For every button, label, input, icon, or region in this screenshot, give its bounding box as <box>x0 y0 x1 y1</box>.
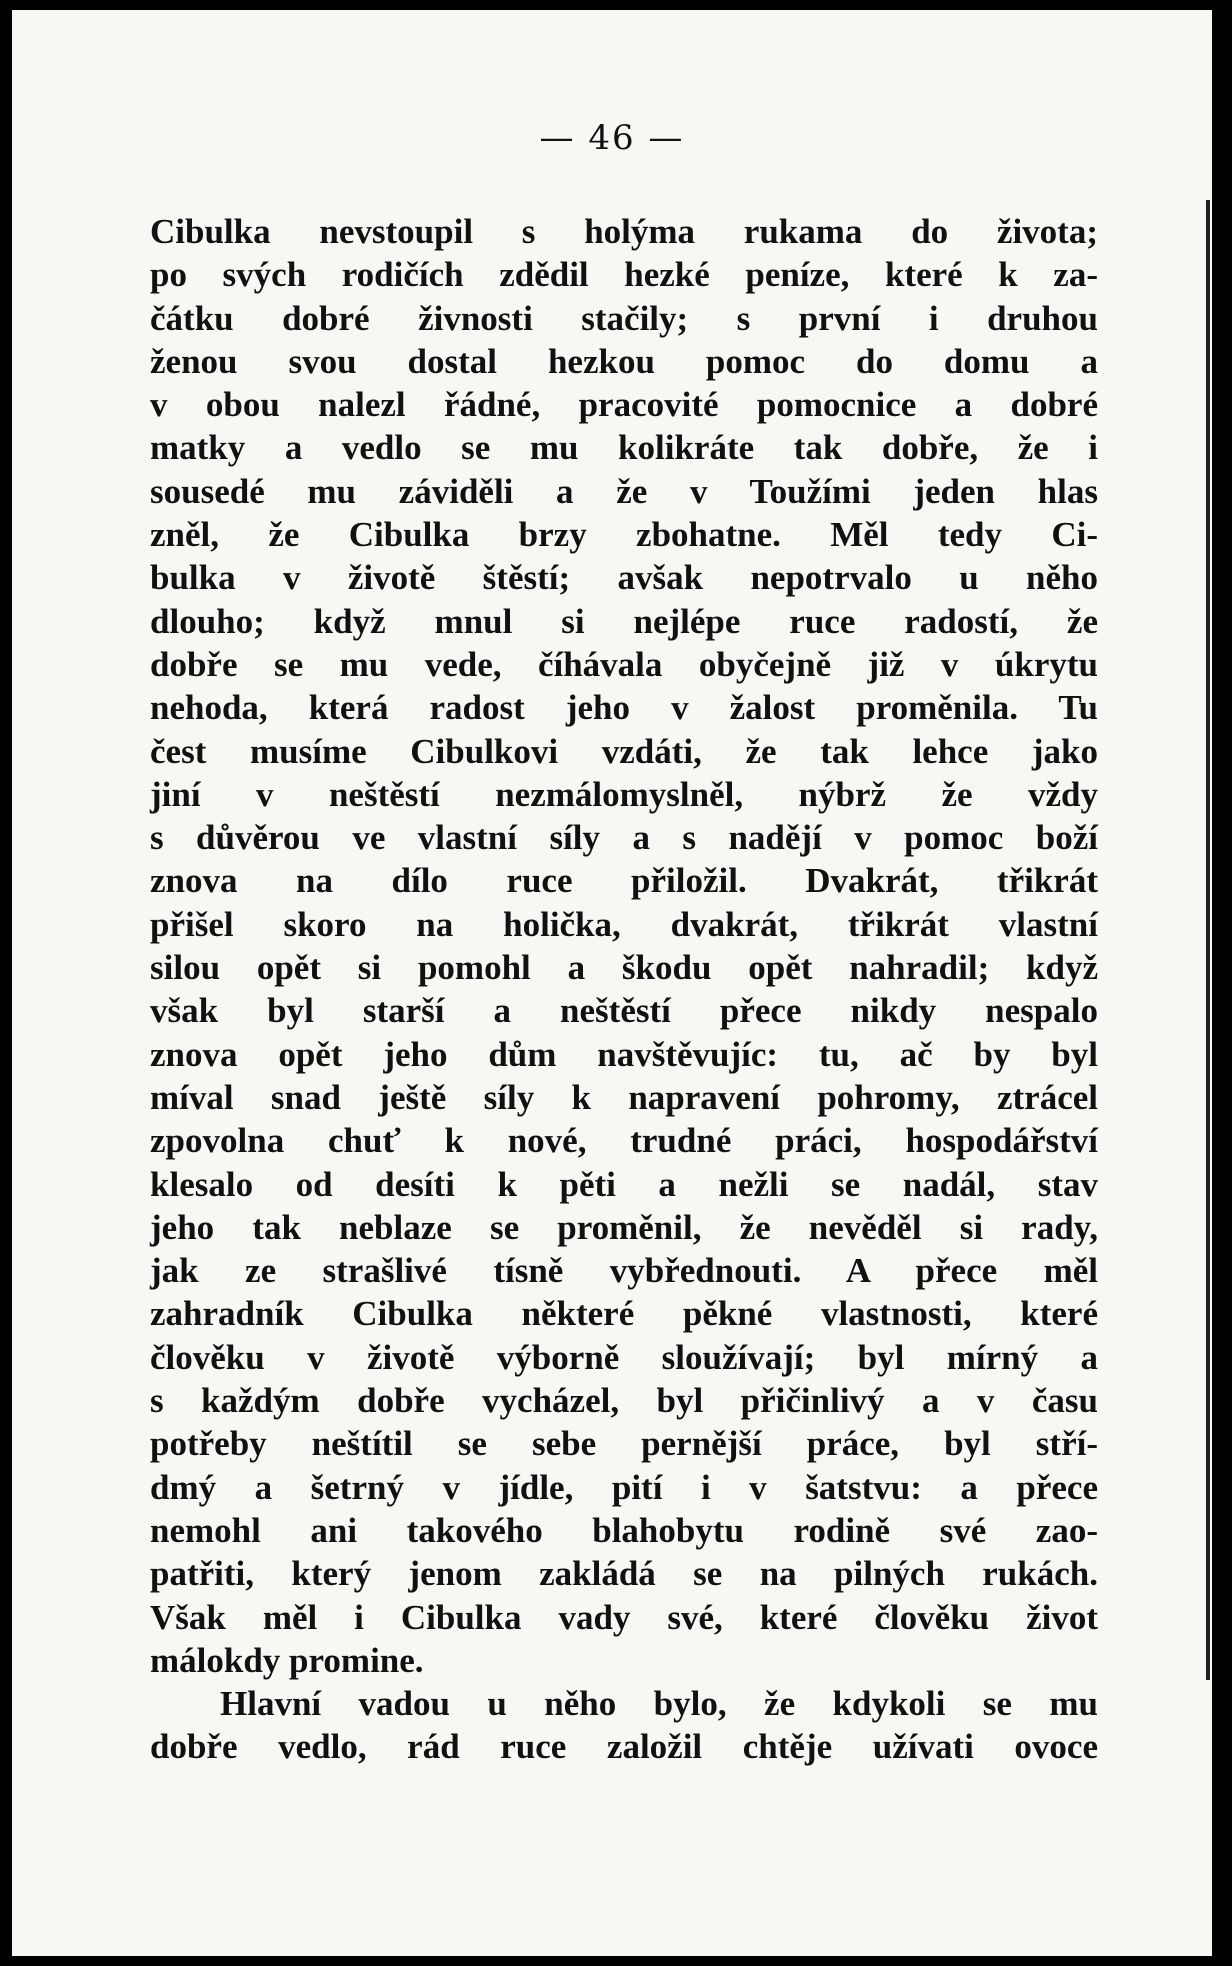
text-line: klesalo od desíti k pěti a nežli se nadál, stav <box>150 1164 1098 1204</box>
body-text <box>150 210 1098 1769</box>
text-line: Cibulka nevstoupil s holýma rukama do života; <box>150 212 1098 251</box>
text-line: sousedé mu záviděli a že v Toužími jeden hlas <box>150 471 1098 511</box>
page-number: — 46 — <box>539 118 685 158</box>
text-line: bulka v životě štěstí; avšak nepotrvalo u něho <box>150 558 1098 598</box>
text-line: jeho tak neblaze se proměnil, že nevěděl si rady, <box>150 1207 1098 1247</box>
text-line: málokdy promine. <box>150 1640 424 1680</box>
text-line: čátku dobré živnosti stačily; s první i druhou <box>150 298 1098 338</box>
text-line: zahradník Cibulka některé pěkné vlastnosti, které <box>150 1294 1098 1334</box>
text-line: čest musíme Cibulkovi vzdáti, že tak lehce jako <box>150 731 1098 771</box>
text-line: jiní v neštěstí nezmálomyslněl, nýbrž že vždy <box>150 774 1098 814</box>
text-line: znova opět jeho dům navštěvujíc: tu, ač by byl <box>150 1034 1098 1074</box>
text-line: s důvěrou ve vlastní síly a s nadějí v pomoc boží <box>150 818 1098 858</box>
text-line: dlouho; když mnul si nejlépe ruce radostí, že <box>150 601 1098 641</box>
text-line: člověku v životě výborně sloužívají; byl mírný a <box>150 1337 1098 1377</box>
text-line: dobře vedlo, rád ruce založil chtěje užívati ovoce <box>150 1727 1098 1767</box>
paragraph <box>150 1682 1098 1769</box>
text-line: nemohl ani takového blahobytu rodině své zao- <box>150 1510 1098 1550</box>
text-line: Hlavní vadou u něho bylo, že kdykoli se mu <box>220 1684 1098 1724</box>
text-line: potřeby neštítil se sebe pernější práce, byl stří- <box>150 1424 1098 1464</box>
text-line: s každým dobře vycházel, byl přičinlivý a v času <box>150 1381 1098 1421</box>
paragraph <box>150 210 1098 1682</box>
text-line: však byl starší a neštěstí přece nikdy nespalo <box>150 991 1098 1031</box>
text-line: v obou nalezl řádné, pracovité pomocnice a dobré <box>150 385 1098 425</box>
book-page <box>12 10 1212 1956</box>
text-line: přišel skoro na holička, dvakrát, třikrát vlastní <box>150 904 1098 944</box>
text-line: silou opět si pomohl a škodu opět nahradil; když <box>150 948 1098 988</box>
text-line: dobře se mu vede, číhávala obyčejně již v úkrytu <box>150 644 1098 684</box>
text-line: matky a vedlo se mu kolikráte tak dobře, že i <box>150 428 1098 468</box>
text-line: po svých rodičích zdědil hezké peníze, které k za- <box>150 255 1098 295</box>
text-line: ženou svou dostal hezkou pomoc do domu a <box>150 341 1098 381</box>
text-line: zněl, že Cibulka brzy zbohatne. Měl tedy Ci- <box>150 515 1098 555</box>
text-line: patřiti, který jenom zakládá se na pilných rukách. <box>150 1554 1098 1594</box>
page-edge-shadow <box>1206 200 1210 1680</box>
text-line: míval snad ještě síly k napravení pohromy, ztrácel <box>150 1077 1098 1117</box>
text-line: nehoda, která radost jeho v žalost proměnila. Tu <box>150 688 1098 728</box>
text-line: jak ze strašlivé tísně vybřednouti. A přece měl <box>150 1251 1098 1291</box>
text-line: zpovolna chuť k nové, trudné práci, hospodářství <box>150 1121 1098 1161</box>
text-line: Však měl i Cibulka vady své, které člověku život <box>150 1597 1098 1637</box>
text-line: znova na dílo ruce přiložil. Dvakrát, třikrát <box>150 861 1098 901</box>
text-line: dmý a šetrný v jídle, pití i v šatstvu: a přece <box>150 1467 1098 1507</box>
